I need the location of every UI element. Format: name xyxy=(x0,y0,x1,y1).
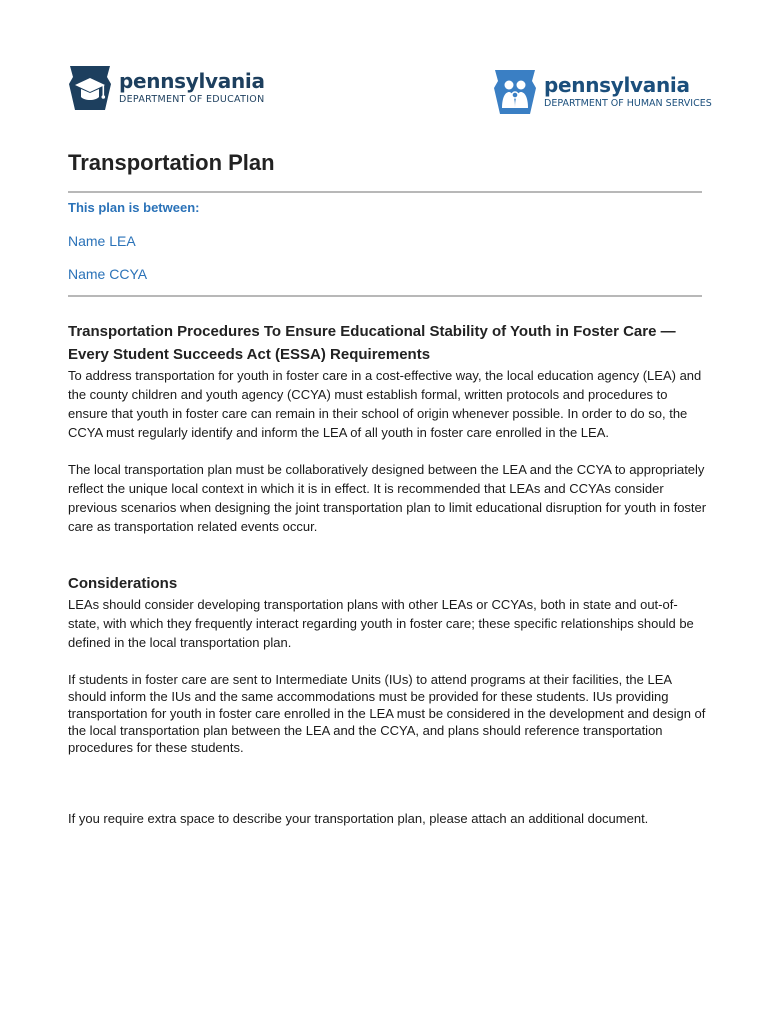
considerations-heading: Considerations xyxy=(68,575,178,592)
page-title: Transportation Plan xyxy=(68,150,275,175)
procedures-paragraph-1: To address transportation for youth in foster care in a cost-effective way, the local education agency (LEA) and the county children and youth agency (CCYA) must establish formal, written protocols and procedures to ensure that youth in foster care can remain in their school of origin whenever possible. In order to do so, the CCYA must regularly identify and inform the LEA of all youth in foster care enrolled in the LEA. xyxy=(68,368,702,440)
party-ccya-field[interactable]: Name CCYA xyxy=(68,266,148,282)
dhs-logo xyxy=(492,68,712,116)
keystone-graduation-cap-icon xyxy=(67,64,113,112)
keystone-family-icon xyxy=(492,68,538,116)
procedures-section xyxy=(68,320,708,536)
considerations-paragraph-1: LEAs should consider developing transportation plans with other LEAs or CCYAs, both in state and out-of-state, with which they frequently interact regarding youth in foster care; these specific relationships should be defined in the local transportation plan. xyxy=(68,597,694,650)
procedures-heading: Transportation Procedures To Ensure Educational Stability of Youth in Foster Care — Every Student Succeeds Act (ESSA) Requirements xyxy=(68,323,676,363)
procedures-paragraph-2: The local transportation plan must be collaboratively designed between the LEA and the CCYA to appropriately reflect the unique local context in which it is in effect. It is recommended that LEAs and CCYAs consider previous scenarios when designing the joint transportation plan to limit educational disruption for youth in foster care as transportation related events occur. xyxy=(68,462,707,534)
pde-logo xyxy=(67,64,265,112)
parties-divider xyxy=(68,295,702,297)
considerations-paragraph-2: If students in foster care are sent to Intermediate Units (IUs) to attend programs at their facilities, the LEA should inform the IUs and the same accommodations must be provided for these students. IUs providing transportation for youth in foster care enrolled in the LEA must be considered in the development and design of the local transportation plan between the LEA and the CCYA, and plans should reference transportation procedures for these students. xyxy=(68,672,706,755)
considerations-section xyxy=(68,572,708,756)
pde-logo-department: DEPARTMENT OF EDUCATION xyxy=(119,94,265,105)
party-lea-field[interactable]: Name LEA xyxy=(68,233,136,249)
dhs-logo-wordmark: pennsylvania xyxy=(544,73,690,97)
dhs-logo-department: DEPARTMENT OF HUMAN SERVICES xyxy=(544,98,712,109)
title-divider xyxy=(68,191,702,193)
parties-label: This plan is between: xyxy=(68,200,200,215)
footer-note: If you require extra space to describe your transportation plan, please attach an additional document. xyxy=(68,811,649,826)
pde-logo-wordmark: pennsylvania xyxy=(119,69,265,93)
